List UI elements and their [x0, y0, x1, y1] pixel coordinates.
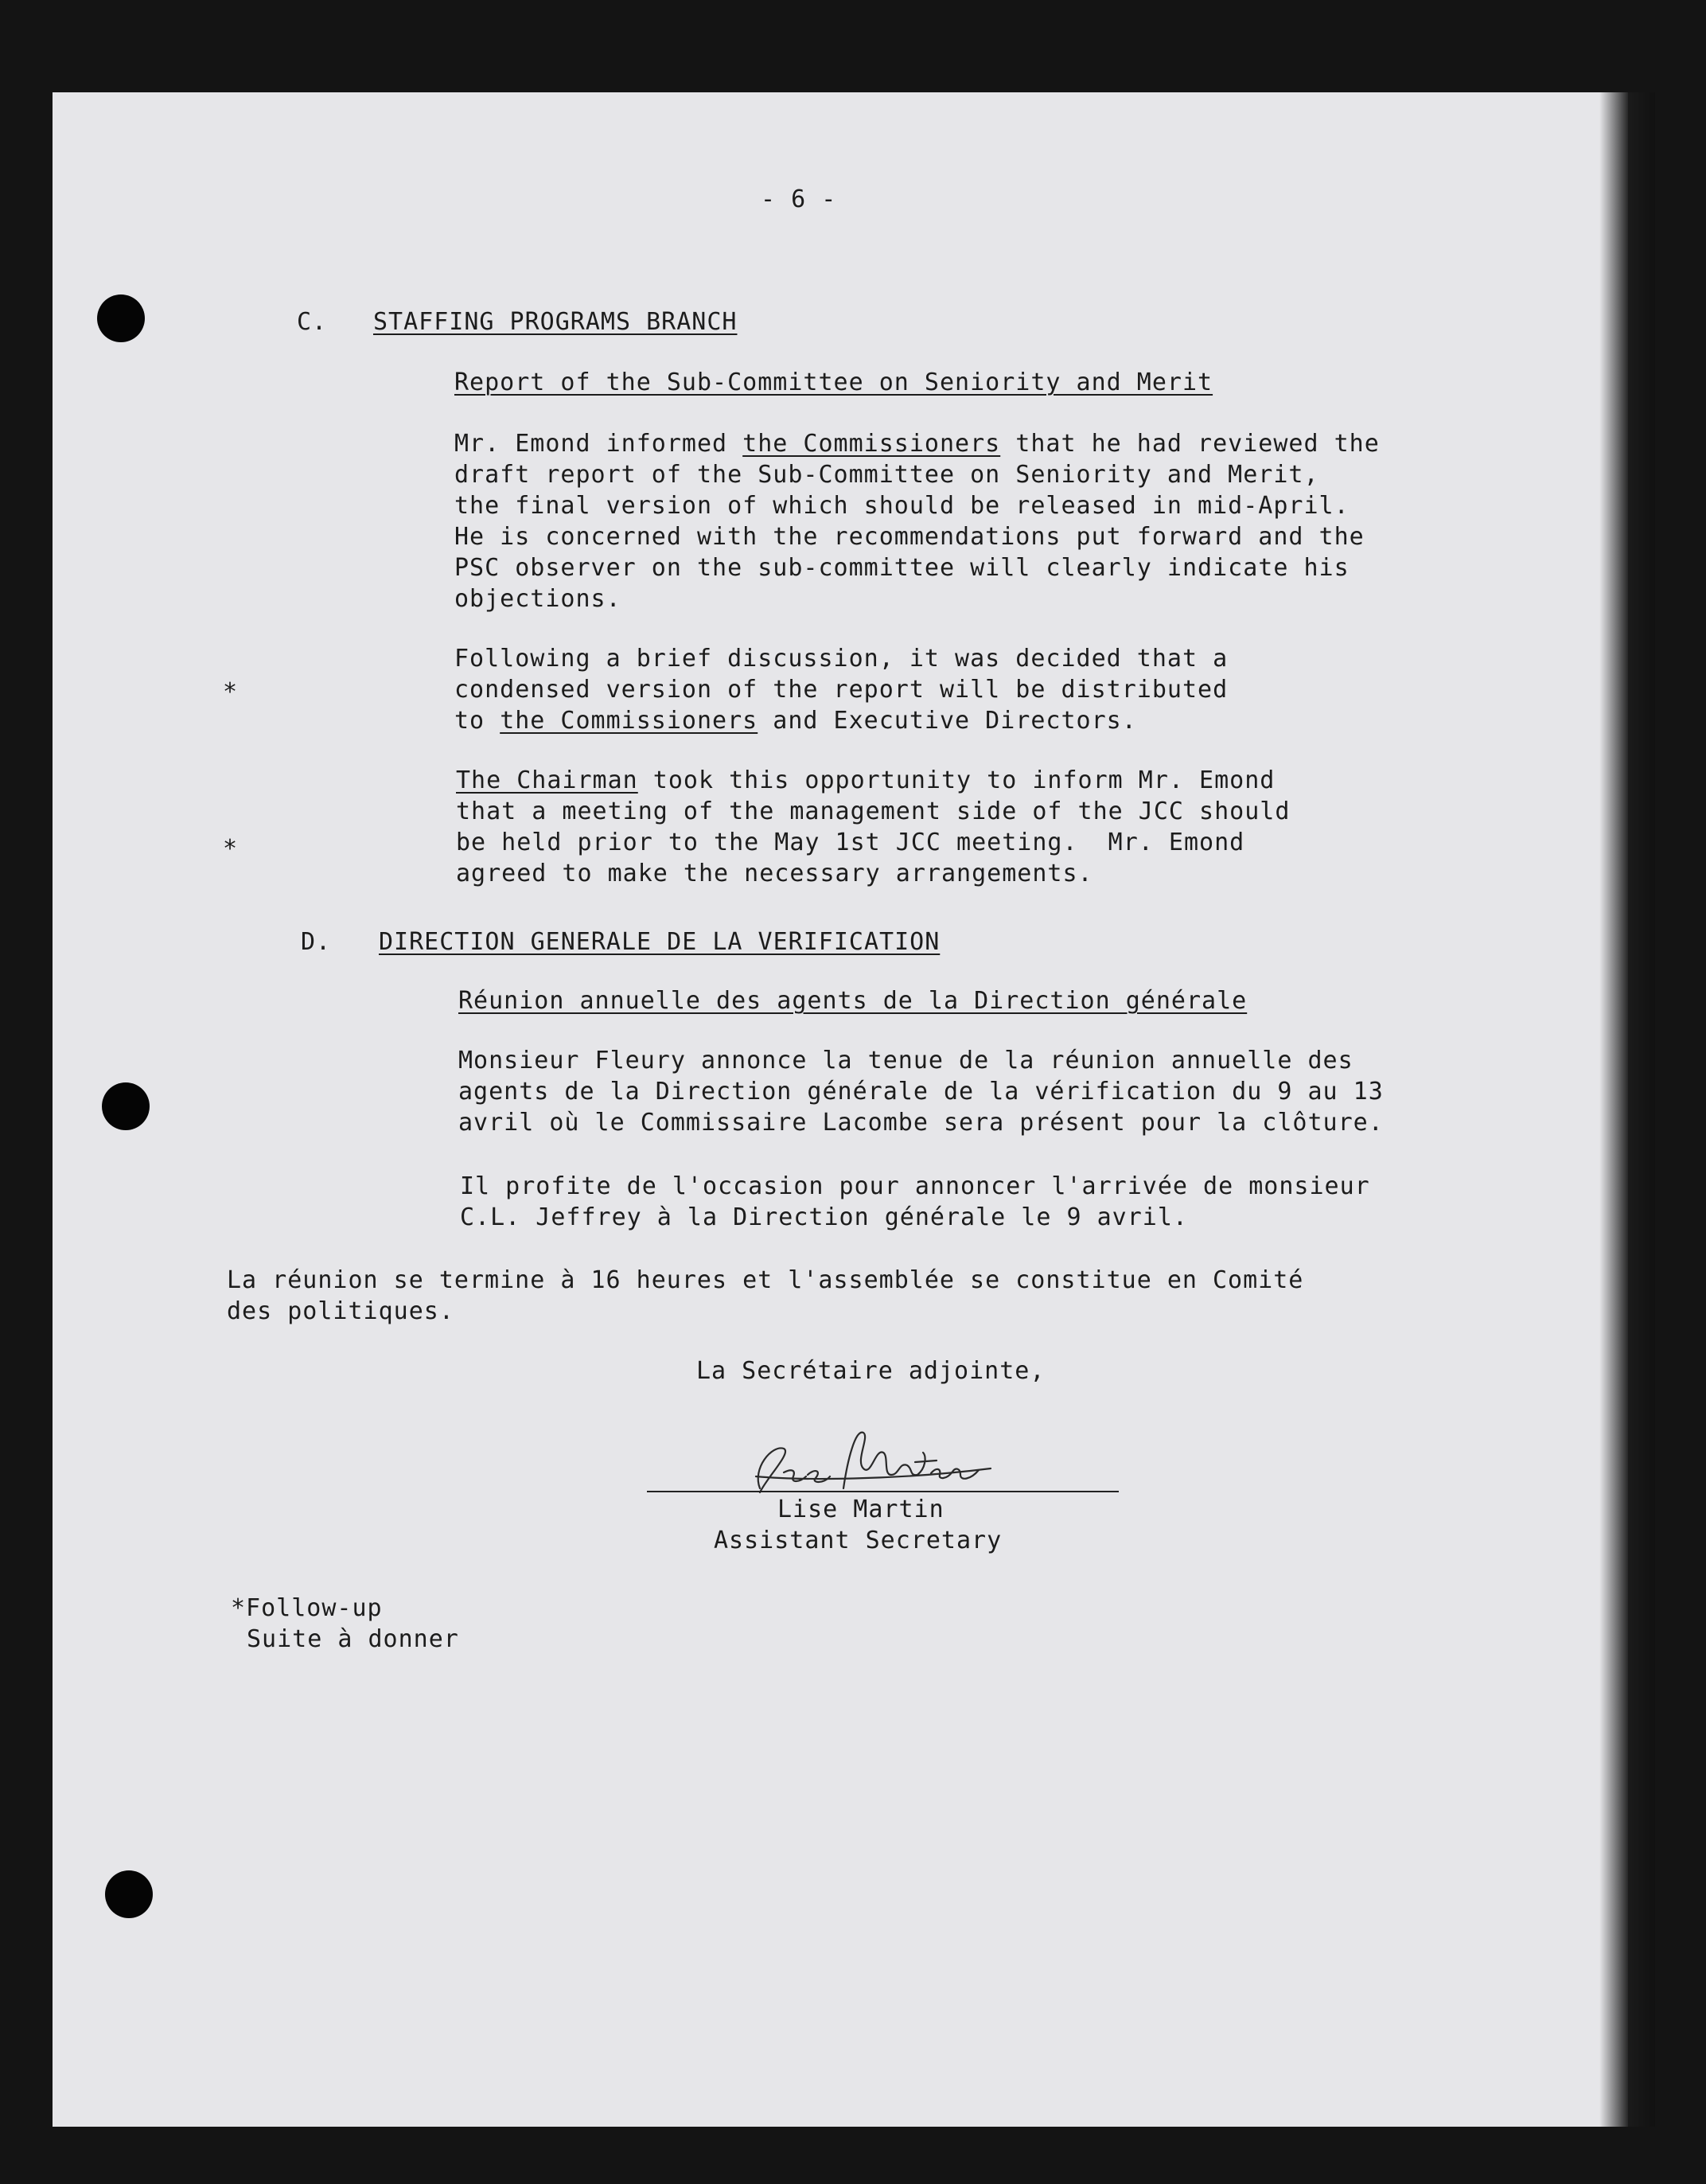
section-c-para1-line3: the final version of which should be released in mid-April.	[454, 492, 1350, 520]
section-c-para2-line3: to the Commissioners and Executive Directors.	[454, 707, 1137, 735]
section-c-subheading: Report of the Sub-Committee on Seniority and Merit	[454, 369, 1213, 396]
commissioners-underlined: the Commissioners	[742, 430, 1001, 458]
section-d-para2-line1: Il profite de l'occasion pour annoncer l'arrivée de monsieur	[460, 1172, 1370, 1200]
section-c-para1-line2: draft report of the Sub-Committee on Seniority and Merit,	[454, 461, 1319, 489]
section-d-para1-line1: Monsieur Fleury annonce la tenue de la réunion annuelle des	[458, 1047, 1354, 1074]
chairman-underlined: The Chairman	[456, 766, 638, 794]
punch-hole-top	[97, 294, 145, 342]
section-d-para1-line2: agents de la Direction générale de la vérification du 9 au 13	[458, 1078, 1384, 1106]
section-c-para2-line2: condensed version of the report will be distributed	[454, 676, 1229, 704]
section-d-heading: DIRECTION GENERALE DE LA VERIFICATION	[379, 928, 941, 956]
section-d-letter: D.	[301, 928, 332, 956]
signature-name: Lise Martin	[777, 1496, 945, 1523]
section-c-para3-line2: that a meeting of the management side of the JCC should	[456, 798, 1291, 825]
section-c-heading: STAFFING PROGRAMS BRANCH	[373, 308, 738, 336]
followup-asterisk-2: *	[223, 835, 239, 863]
section-c-para1-line1: Mr. Emond informed the Commissioners that he had reviewed the	[454, 430, 1380, 458]
closing-line1: La réunion se termine à 16 heures et l'assemblée se constitue en Comité	[227, 1266, 1304, 1294]
section-c-para1-line5: PSC observer on the sub-committee will clearly indicate his	[454, 554, 1350, 582]
closing-line2: des politiques.	[227, 1297, 454, 1325]
section-c-para2-line1: Following a brief discussion, it was decided that a	[454, 645, 1229, 673]
section-d-para1-line3: avril où le Commissaire Lacombe sera présent pour la clôture.	[458, 1109, 1384, 1137]
section-c-para3-line1: The Chairman took this opportunity to inform Mr. Emond	[456, 766, 1276, 794]
signoff: La Secrétaire adjointe,	[696, 1357, 1046, 1385]
footnote-line1: *Follow-up	[231, 1594, 383, 1622]
section-c-letter: C.	[297, 308, 328, 336]
signature-line	[647, 1491, 1119, 1492]
section-c-para1-line6: objections.	[454, 585, 621, 613]
section-d-para2-line2: C.L. Jeffrey à la Direction générale le 9 avril.	[460, 1203, 1188, 1231]
section-d-subheading: Réunion annuelle des agents de la Direction générale	[458, 987, 1248, 1015]
section-c-para3-line3: be held prior to the May 1st JCC meeting. Mr. Emond	[456, 829, 1245, 856]
section-c-para1-line4: He is concerned with the recommendations put forward and the	[454, 523, 1365, 551]
page-torn-edge	[1599, 92, 1655, 2127]
punch-hole-middle	[102, 1082, 150, 1130]
commissioners-underlined-2: the Commissioners	[500, 707, 758, 735]
punch-hole-bottom	[105, 1870, 153, 1918]
signature-title: Assistant Secretary	[714, 1527, 1003, 1554]
section-c-para3-line4: agreed to make the necessary arrangements.	[456, 860, 1093, 887]
handwritten-signature	[736, 1413, 1007, 1500]
footnote-line2: Suite à donner	[247, 1625, 459, 1653]
page-number: - 6 -	[761, 185, 837, 213]
followup-asterisk-1: *	[223, 678, 239, 706]
